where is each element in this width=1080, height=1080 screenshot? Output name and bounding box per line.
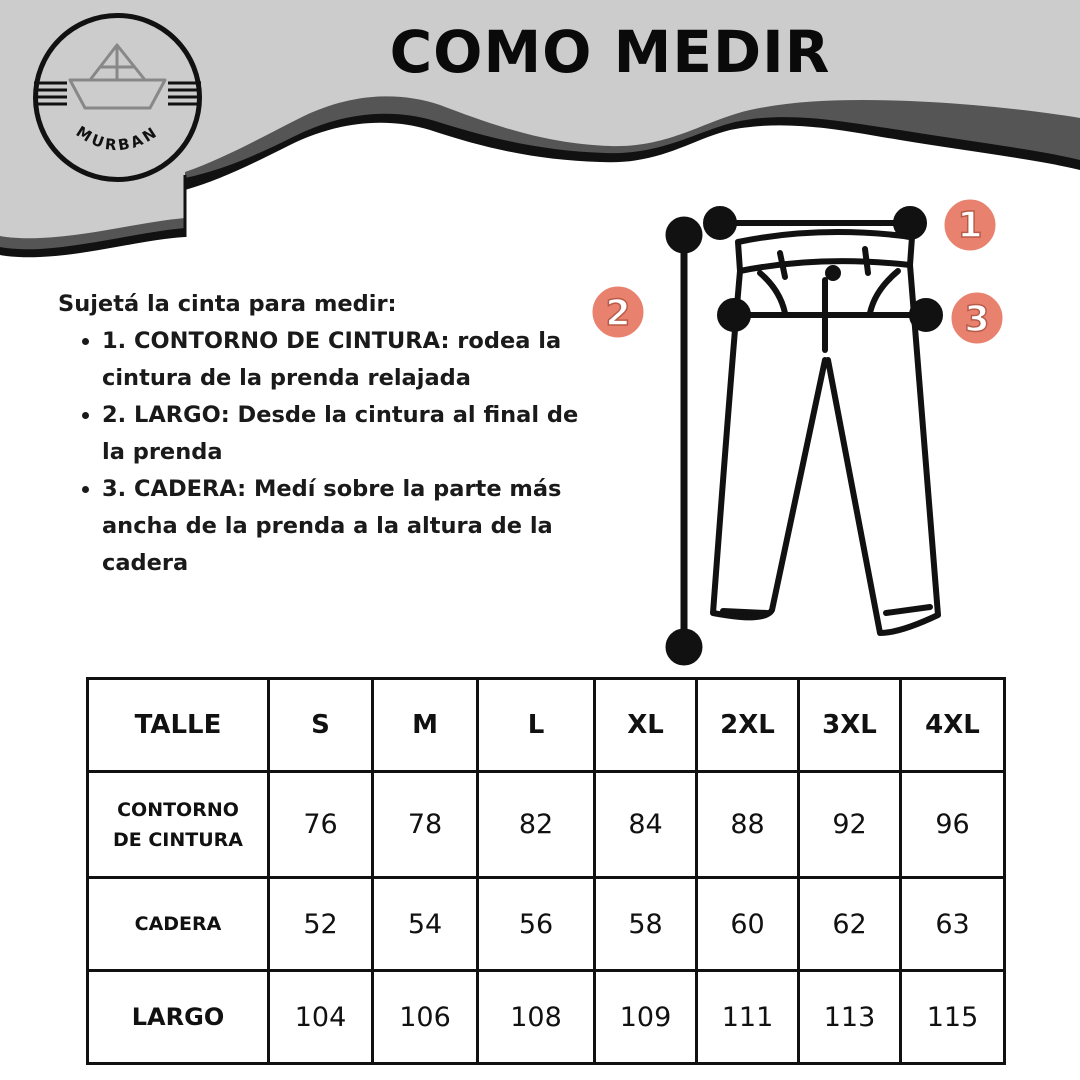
pants-diagram — [580, 185, 1040, 675]
table-cell: 56 — [478, 878, 595, 971]
size-header: L — [478, 679, 595, 772]
row-label-line: DE CINTURA — [112, 828, 243, 851]
table-cell: 108 — [478, 971, 595, 1064]
table-cell: 113 — [799, 971, 901, 1064]
marker-2-label: 2 — [605, 293, 631, 334]
instructions-intro: Sujetá la cinta para medir: — [58, 291, 397, 317]
table-header-row — [88, 679, 1005, 772]
row-label-line: CONTORNO — [117, 798, 239, 821]
instruction-item-hip: • 3. CADERA: Medí sobre la parte más ancha de la prenda a la altura de la cadera — [102, 471, 598, 582]
marker-1-label: 1 — [957, 205, 983, 246]
row-label-length: LARGO — [88, 971, 269, 1064]
table-cell: 88 — [697, 772, 799, 878]
row-label-waist — [88, 772, 269, 878]
pants-icon — [713, 232, 938, 633]
table-cell: 109 — [595, 971, 697, 1064]
table-cell: 106 — [373, 971, 478, 1064]
logo-text: MURBAN — [72, 122, 163, 155]
table-row-length — [88, 971, 1005, 1064]
instruction-item-waist: • 1. CONTORNO DE CINTURA: rodea la cintura de la prenda relajada — [102, 323, 598, 397]
size-header: S — [269, 679, 373, 772]
marker-2-icon — [591, 285, 645, 339]
table-cell: 92 — [799, 772, 901, 878]
table-cell: 78 — [373, 772, 478, 878]
table-row-hip — [88, 878, 1005, 971]
page-title: COMO MEDIR — [389, 18, 831, 86]
table-cell: 63 — [901, 878, 1005, 971]
table-cell: 52 — [269, 878, 373, 971]
instructions-list — [58, 323, 598, 582]
size-table — [86, 677, 1006, 1065]
murban-logo — [30, 10, 205, 185]
table-cell: 54 — [373, 878, 478, 971]
table-row-waist — [88, 772, 1005, 878]
marker-3-label: 3 — [964, 299, 990, 340]
table-cell: 76 — [269, 772, 373, 878]
size-header: 3XL — [799, 679, 901, 772]
table-cell: 60 — [697, 878, 799, 971]
table-cell: 82 — [478, 772, 595, 878]
marker-1-icon — [943, 198, 997, 252]
table-header-label: TALLE — [88, 679, 269, 772]
table-cell: 111 — [697, 971, 799, 1064]
size-header: XL — [595, 679, 697, 772]
table-cell: 58 — [595, 878, 697, 971]
size-header: 2XL — [697, 679, 799, 772]
table-cell: 104 — [269, 971, 373, 1064]
instructions — [58, 286, 598, 582]
row-label-hip: CADERA — [88, 878, 269, 971]
table-cell: 115 — [901, 971, 1005, 1064]
size-header: M — [373, 679, 478, 772]
marker-3-icon — [950, 291, 1004, 345]
instruction-item-length: • 2. LARGO: Desde la cintura al final de la prenda — [102, 397, 598, 471]
hip-measure-line — [720, 301, 940, 329]
table-cell: 62 — [799, 878, 901, 971]
table-cell: 84 — [595, 772, 697, 878]
length-measure-line — [669, 220, 699, 662]
size-header: 4XL — [901, 679, 1005, 772]
table-cell: 96 — [901, 772, 1005, 878]
